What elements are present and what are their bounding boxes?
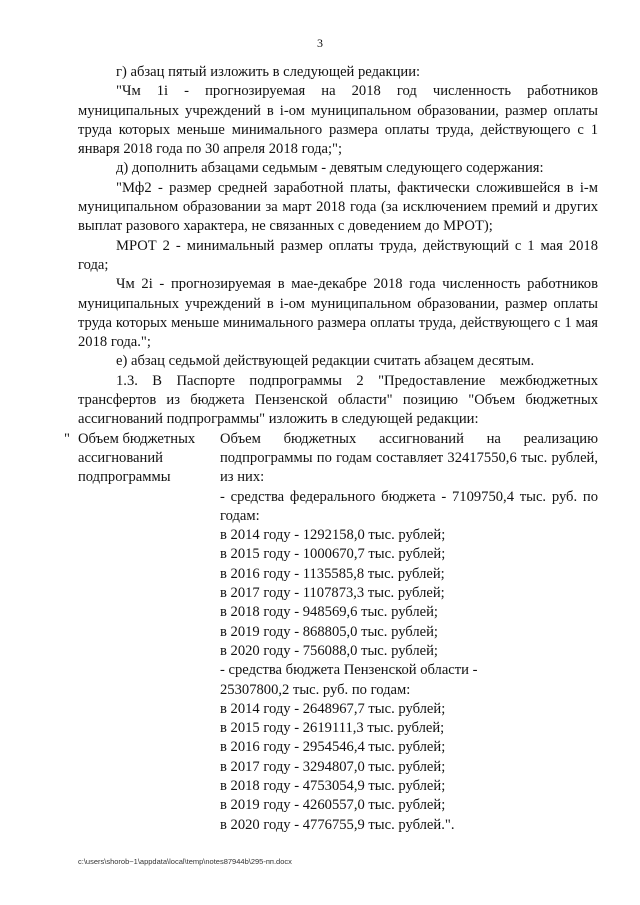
federal-year-item: в 2017 году - 1107873,3 тыс. рублей; (220, 585, 445, 602)
open-quote: " (64, 430, 70, 447)
label-line: Объем бюджетных (78, 430, 196, 447)
federal-year-item: в 2016 году - 1135585,8 тыс. рублей; (220, 565, 445, 582)
paragraph-e: е) абзац седьмой действующей редакции считать абзацем десятым. (116, 353, 535, 370)
federal-year-item: в 2015 году - 1000670,7 тыс. рублей; (220, 546, 446, 563)
passport-intro: Объем бюджетных ассигнований на реализацию подпрограммы по годам составляет 32417550,6 тыс. рублей, из них: (220, 430, 598, 486)
label-line: ассигнований (78, 449, 163, 466)
federal-year-item: в 2019 году - 868805,0 тыс. рублей; (220, 623, 438, 640)
regional-year-item: в 2019 году - 4260557,0 тыс. рублей; (220, 797, 446, 814)
paragraph-chm2: Чм 2i - прогнозируемая в мае-декабре 2018 года численность работников муниципальных учреждений в i-ом муниципальном образовании, размер оплаты труда которых меньше минимального размера оплаты труда, действующего с 1 мая 2018 года."; (78, 276, 598, 351)
regional-year-item: в 2015 году - 2619111,3 тыс. рублей; (220, 720, 445, 737)
federal-year-item: в 2014 году - 1292158,0 тыс. рублей; (220, 527, 446, 544)
regional-year-item: в 2016 году - 2954546,4 тыс. рублей; (220, 739, 446, 756)
paragraph-mf2: "Мф2 - размер средней заработной платы, фактически сложившейся в i-м муниципальном образовании за март 2018 года (за исключением премий и других выплат разового характера, не связанных с доведением до МРОТ); (78, 179, 598, 235)
paragraph-g: г) абзац пятый изложить в следующей редакции: (116, 64, 421, 80)
federal-year-item: в 2020 году - 756088,0 тыс. рублей; (220, 642, 438, 659)
paragraph-d: д) дополнить абзацами седьмым - девятым следующего содержания: (116, 160, 544, 177)
passport-label (78, 430, 206, 488)
regional-header: - средства бюджета Пензенской области - (220, 662, 478, 679)
passport-table (64, 430, 598, 850)
label-line: подпрограммы (78, 469, 171, 486)
federal-header: - средства федерального бюджета - 7109750,4 тыс. руб. по годам: (220, 488, 598, 524)
file-path-footer: c:\users\shorob~1\appdata\local\temp\notes87944b\295-пп.docx (78, 857, 292, 866)
paragraph-chm1: "Чм 1i - прогнозируемая на 2018 год численность работников муниципальных учреждений в i-ом муниципальном образовании, размер оплаты труда которых меньше минимального размера оплаты труда, действующего с 1 января 2018 года по 30 апреля 2018 года;"; (78, 83, 598, 158)
passport-value (220, 430, 598, 835)
paragraph-1-3: 1.3. В Паспорте подпрограммы 2 "Предоставление межбюджетных трансфертов из бюджета Пензенской области" позицию "Объем бюджетных ассигнований подпрограммы" изложить в следующей редакции: (78, 372, 598, 428)
regional-year-item: в 2014 году - 2648967,7 тыс. рублей; (220, 700, 446, 717)
regional-year-item: в 2020 году - 4776755,9 тыс. рублей.". (220, 816, 455, 833)
regional-year-item: в 2017 году - 3294807,0 тыс. рублей; (220, 758, 446, 775)
federal-year-item: в 2018 году - 948569,6 тыс. рублей; (220, 604, 438, 621)
paragraph-mrot: МРОТ 2 - минимальный размер оплаты труда, действующий с 1 мая 2018 года; (78, 237, 598, 273)
document-body (64, 63, 598, 850)
page-number: 3 (317, 36, 323, 50)
regional-year-item: в 2018 году - 4753054,9 тыс. рублей; (220, 777, 446, 794)
regional-header-amount: 25307800,2 тыс. руб. по годам: (220, 681, 411, 698)
